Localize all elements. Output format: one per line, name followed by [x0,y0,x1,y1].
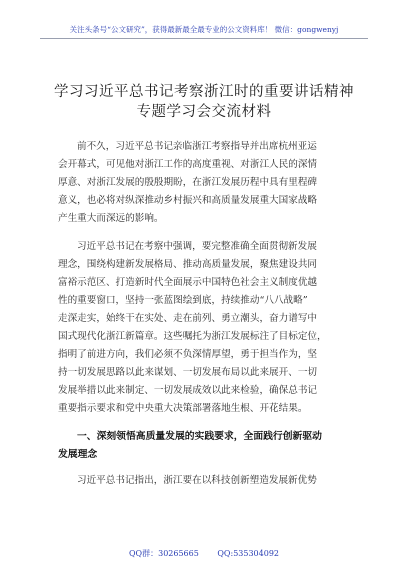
paragraph-line: 持一切发展思路以此来谋划、一切发展布局以此来展开、一切 [58,367,318,378]
paragraph-line: 习近平总书记在考察中强调，要完整准确全面贯彻新发展 [77,241,317,252]
footer-qq-group: QQ群：30265665 [128,549,199,558]
paragraph-line: 厚意、对浙江发展的殷殷期盼，在浙江发展历程中具有里程碑 [58,177,318,188]
paragraph-line: 国式现代化浙江新篇章。这些嘱托为浙江发展标注了目标定位， [58,331,327,342]
paragraph-line: 重要指示要求和党中央重大决策部署落地生根、开花结果。 [58,403,308,414]
paragraph-line: 富裕示范区、打造新时代全面展示中国特色社会主义制度优越 [58,277,318,288]
footer-contact [0,548,408,559]
paragraph-3 [58,472,354,490]
footer-qq: QQ:535304092 [217,549,279,558]
paragraph-line: 性的重要窗口，坚持一张蓝图绘到底，持续推动“八八战略” [58,295,308,306]
paragraph-line: 会开幕式，可见他对浙江工作的高度重视、对浙江人民的深情 [58,159,318,170]
paragraph-2 [58,238,354,418]
paragraph-line: 习近平总书记指出，浙江要在以科技创新塑造发展新优势 [77,475,317,486]
document-title-line-1: 学习习近平总书记考察浙江时的重要讲话精神 [54,84,354,100]
paragraph-line: 走深走实，始终干在实处、走在前列、勇立潮头，奋力谱写中 [58,313,318,324]
document-body [58,138,354,500]
paragraph-line: 指明了前进方向，我们必须不负深情厚望，勇于担当作为，坚 [58,349,318,360]
header-banner: 关注头条号“公文研究”，获得最新最全最专业的公文资料库！ 微信：gongwenyj [69,25,339,34]
section-heading-1 [58,428,354,464]
paragraph-line: 发展举措以此来制定、一切发展成效以此来检验，确保总书记 [58,385,318,396]
paragraph-line: 产生重大而深远的影响。 [58,213,164,224]
section-heading-line: 一、深刻领悟高质量发展的实践要求，全面践行创新驱动 [77,431,322,442]
document-title-line-2: 专题学习会交流材料 [136,104,272,120]
paragraph-line: 前不久，习近平总书记亲临浙江考察指导并出席杭州亚运 [77,141,317,152]
paragraph-line: 理念，围绕构建新发展格局、推动高质量发展，聚焦建设共同 [58,259,318,270]
paragraph-line: 意义，也必将对纵深推动乡村振兴和高质量发展重大国家战略 [58,195,318,206]
section-heading-line: 发展理念 [58,449,98,460]
header-divider [40,38,368,39]
paragraph-1 [58,138,354,228]
